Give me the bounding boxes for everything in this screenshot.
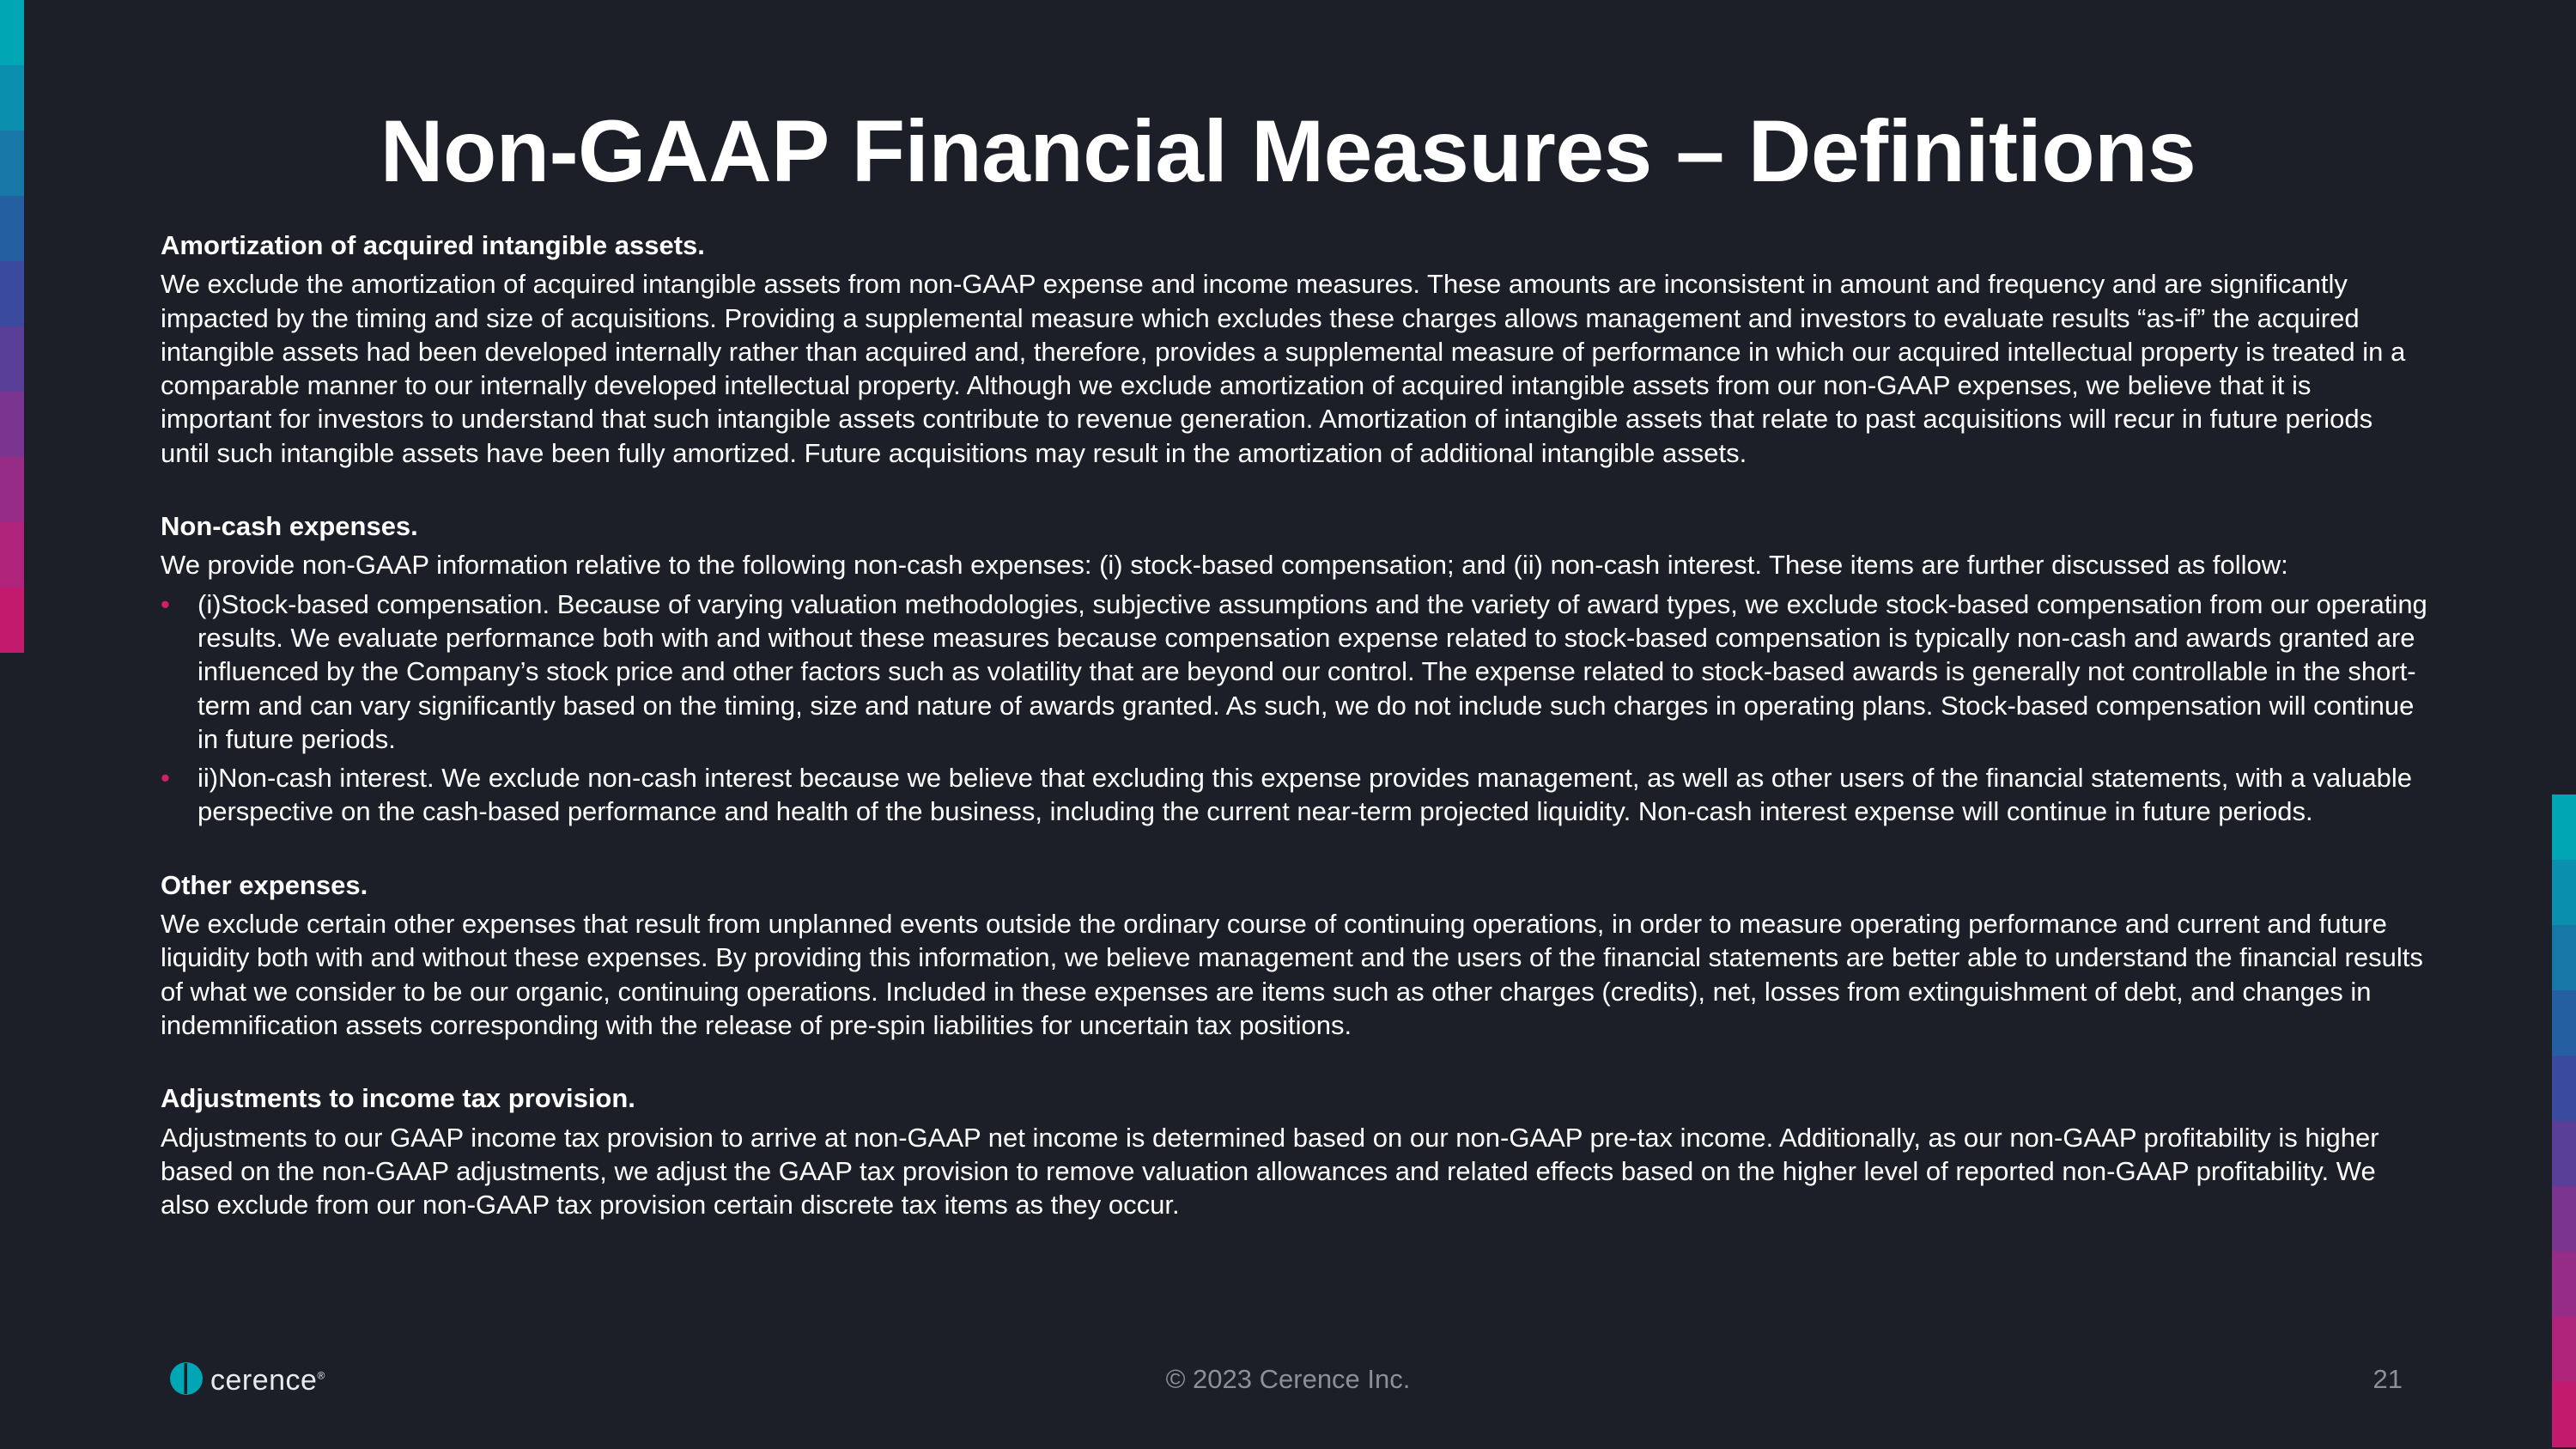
registered-mark: ® <box>317 1369 325 1382</box>
bullet-item-non-cash-interest <box>161 761 2427 829</box>
section-other-expenses <box>161 868 2427 1042</box>
page-number: 21 <box>2372 1364 2403 1394</box>
stripe-segment <box>0 457 24 522</box>
stripe-segment <box>0 326 24 392</box>
section-body: We exclude certain other expenses that result from unplanned events outside the ordinary course of continuing operations, in order to measure operating performance and current and future liquidity both with and without these expenses. By providing this information, we believe management and the users of the financial statements are better able to understand the financial results of what we consider to be our organic, continuing operations. Included in these expenses are items such as other charges (credits), net, losses from extinguishment of debt, and changes in indemnification assets corresponding with the release of pre-spin liabilities for uncertain tax positions. <box>161 909 2423 1040</box>
stripe-segment <box>2552 860 2576 925</box>
bullet-dot-icon: • <box>161 588 170 619</box>
right-accent-stripe <box>2552 795 2576 1447</box>
slide-content <box>161 228 2427 1261</box>
stripe-segment <box>2552 1251 2576 1317</box>
bullet-dot-icon: • <box>161 763 170 794</box>
stripe-segment <box>0 522 24 588</box>
section-amortization <box>161 228 2427 470</box>
stripe-segment <box>0 588 24 653</box>
section-body: We exclude the amortization of acquired intangible assets from non-GAAP expense and income measures. These amounts are inconsistent in amount and frequency and are significantly impacted by the timing and size of acquisitions. Providing a supplemental measure which excludes these charges allows management and investors to evaluate results “as-if” the acquired intangible assets had been developed internally rather than acquired and, therefore, provides a supplemental measure of performance in which our acquired intellectual property is treated in a comparable manner to our internally developed intellectual property. Although we exclude amortization of acquired intangible assets from our non-GAAP expenses, we believe that it is important for investors to understand that such intangible assets contribute to revenue generation. Amortization of intangible assets that relate to past acquisitions will recur in future periods until such intangible assets have been fully amortized. Future acquisitions may result in the amortization of additional intangible assets. <box>161 269 2406 468</box>
stripe-segment <box>0 0 24 65</box>
stripe-segment <box>2552 1186 2576 1251</box>
stripe-segment <box>0 392 24 457</box>
section-non-cash-expenses <box>161 509 2427 829</box>
bullet-item-stock-based-compensation <box>161 588 2427 756</box>
section-heading: Non-cash expenses. <box>161 511 418 542</box>
section-body: We provide non-GAAP information relative to the following non-cash expenses: (i) stock-based compensation; and (ii) non-cash interest. These items are further discussed as follow: <box>161 550 2288 581</box>
copyright-text: © 2023 Cerence Inc. <box>1165 1364 1411 1394</box>
stripe-segment <box>0 261 24 326</box>
bullet-list <box>161 588 2427 829</box>
section-heading: Amortization of acquired intangible assets. <box>161 230 705 260</box>
stripe-segment <box>0 196 24 261</box>
bullet-text: (i)Stock-based compensation. Because of varying valuation methodologies, subjective assumptions and the variety of award types, we exclude stock-based compensation from our operating results. We evaluate performance both with and without these measures because compensation expense related to stock-based compensation is typically non-cash and awards granted are influenced by the Company’s stock price and other factors such as volatility that are beyond our control. The expense related to stock-based awards is generally not controllable in the short-term and can vary significantly based on the timing, size and nature of awards granted. As such, we do not include such charges in operating plans. Stock-based compensation will continue in future periods. <box>197 588 2427 754</box>
section-income-tax-provision <box>161 1081 2427 1221</box>
section-heading: Other expenses. <box>161 869 368 900</box>
bullet-text: ii)Non-cash interest. We exclude non-cash interest because we believe that excluding this expense provides management, as well as other users of the financial statements, with a valuable perspective on the cash-based performance and health of the business, including the current near-term projected liquidity. Non-cash interest expense will continue in future periods. <box>197 763 2412 827</box>
stripe-segment <box>2552 1121 2576 1186</box>
section-heading: Adjustments to income tax provision. <box>161 1083 635 1114</box>
section-body: Adjustments to our GAAP income tax provision to arrive at non-GAAP net income is determined based on our non-GAAP pre-tax income. Additionally, as our non-GAAP profitability is higher based on the non-GAAP adjustments, we adjust the GAAP tax provision to remove valuation allowances and related effects based on the higher level of reported non-GAAP profitability. We also exclude from our non-GAAP tax provision certain discrete tax items as they occur. <box>161 1122 2379 1221</box>
slide-title: Non-GAAP Financial Measures – Definitions <box>380 102 2196 200</box>
logo-text: cerence <box>210 1364 318 1397</box>
stripe-segment <box>2552 925 2576 990</box>
stripe-segment <box>2552 795 2576 860</box>
stripe-segment <box>2552 1056 2576 1121</box>
left-accent-stripe <box>0 0 24 653</box>
stripe-segment <box>2552 990 2576 1056</box>
